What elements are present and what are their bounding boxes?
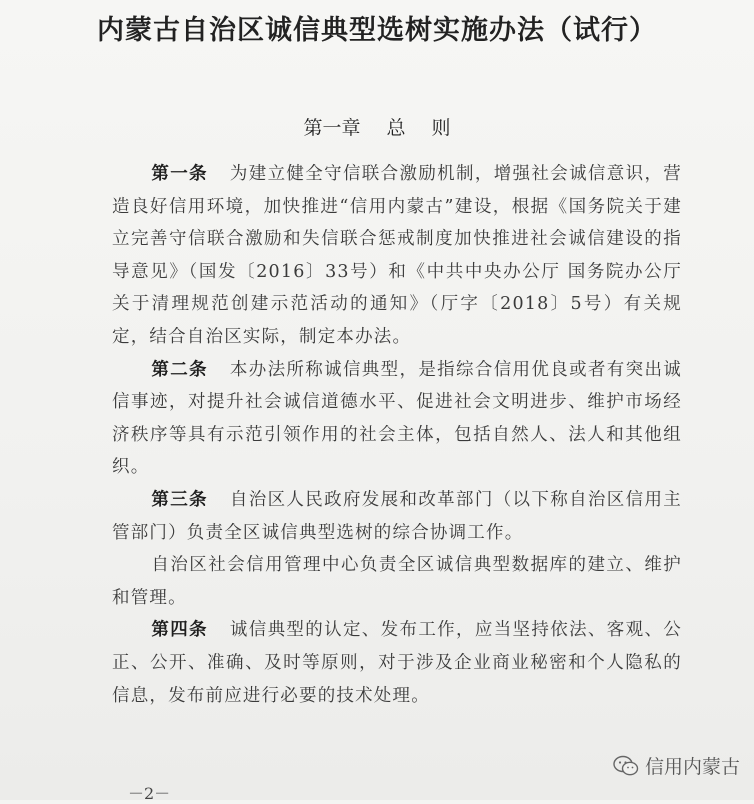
document-title: 内蒙古自治区诚信典型选树实施办法（试行） [97,15,657,46]
page-number: －2－ [128,784,171,803]
article-number: 第三条 [151,489,208,510]
article-text: 诚信典型的认定、发布工作，应当坚持依法、客观、公正、公开、准确、及时等原则，对于涉及企业商业秘密和个人隐私的信息，发布前应进行必要的技术处理。 [112,620,682,706]
watermark-label: 信用内蒙古 [644,756,740,778]
article-text: 为建立健全守信联合激励机制，增强社会诚信意识，营造良好信用环境，加快推进“信用内蒙古”建设，根据《国务院关于建立完善守信联合激励和失信联合惩戒制度加快推进社会诚信建设的指导意见》（国发〔2016〕33号）和《中共中央办公厅 国务院办公厅关于清理规范创建示范活动的通知》（厅字〔2018〕5号）有关规定，结合自治区实际，制定本办法。 [112,164,682,347]
article-text: 自治区人民政府发展和改革部门（以下称自治区信用主管部门）负责全区诚信典型选树的综合协调工作。 [112,489,682,543]
wechat-icon [613,755,639,777]
article-paragraph [112,484,682,549]
document-body [112,158,682,712]
article-number: 第二条 [151,359,208,380]
article-number: 第一条 [151,164,208,184]
article-text: 本办法所称诚信典型，是指综合信用优良或者有突出诚信事迹，对提升社会诚信道德水平、促进社会文明进步、维护市场经济秩序等具有示范引领作用的社会主体，包括自然人、法人和其他组织。 [112,359,682,478]
article-paragraph [112,354,682,484]
chapter-heading: 第一章 总 则 [303,117,451,139]
article-text: 自治区社会信用管理中心负责全区诚信典型数据库的建立、维护和管理。 [112,555,682,608]
article-paragraph [112,614,682,712]
account-watermark [613,752,740,779]
article-paragraph [112,549,682,614]
article-paragraph [112,158,682,354]
article-number: 第四条 [151,620,208,641]
